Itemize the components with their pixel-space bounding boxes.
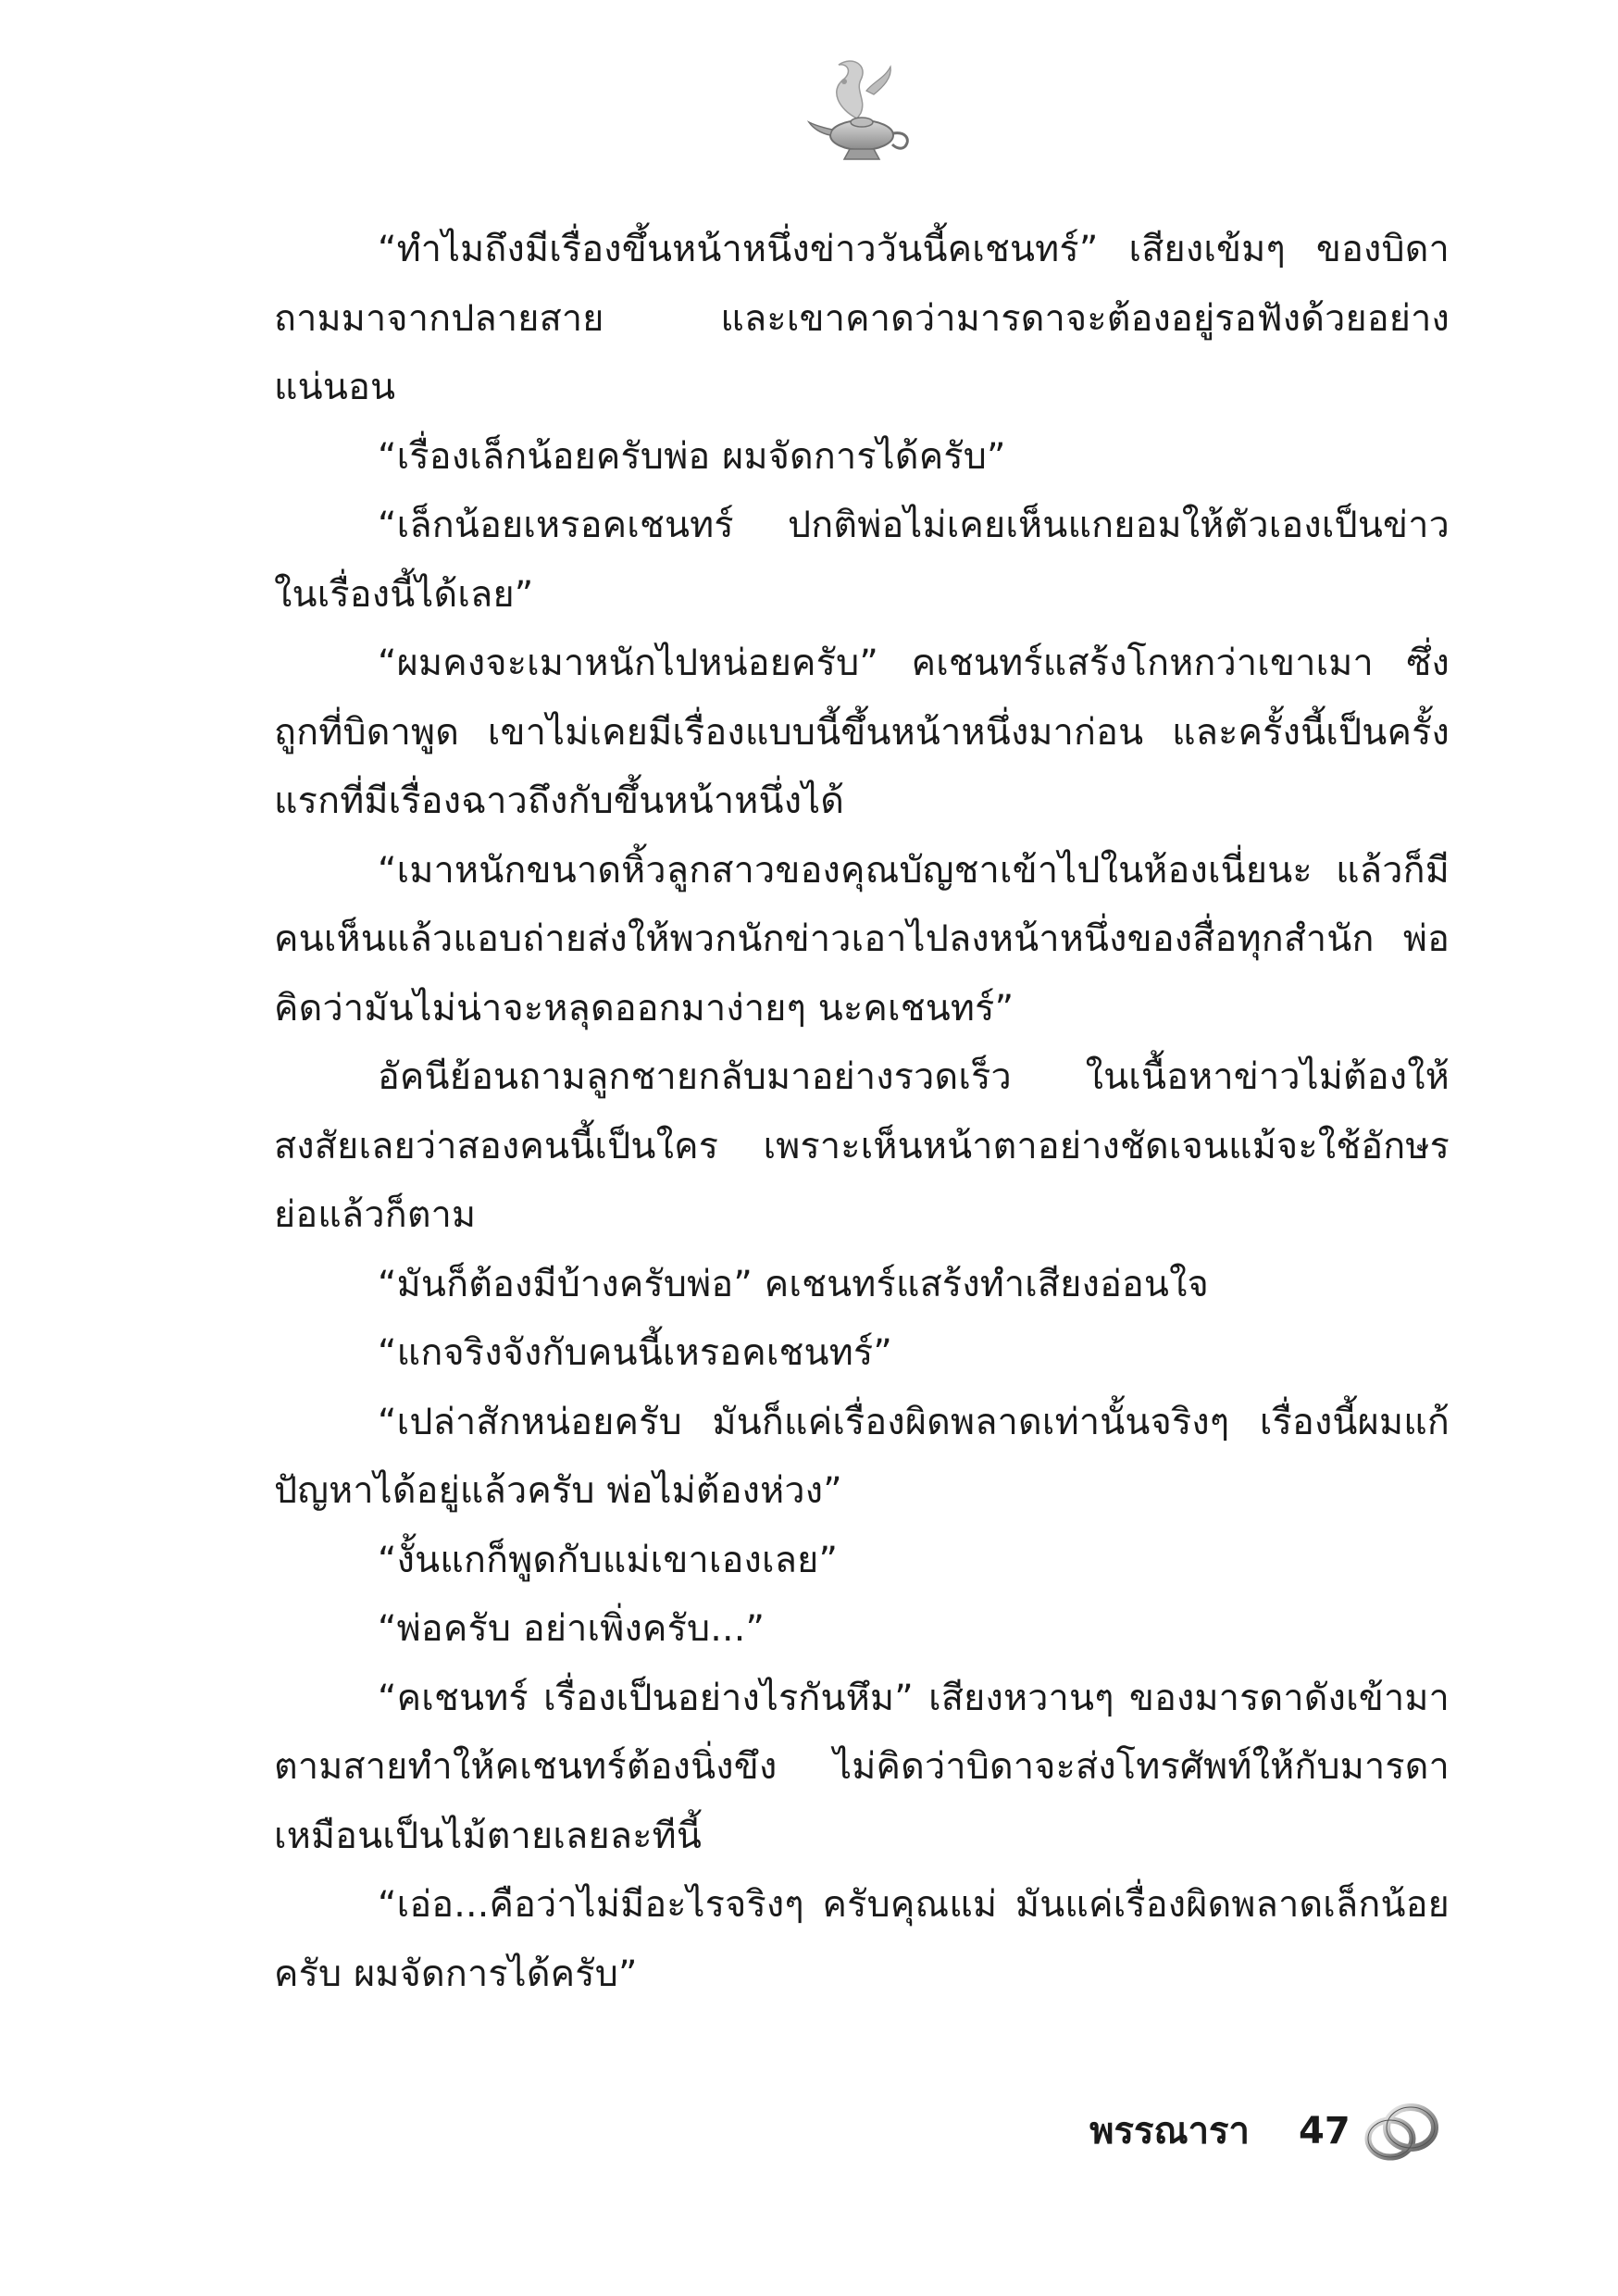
book-title: พรรณารา [1089, 2110, 1250, 2152]
paragraph: “เอ่อ...คือว่าไม่มีอะไรจริงๆ ครับคุณแม่ มันแค่เรื่องผิดพลาดเล็กน้อยครับ ผมจัดการได้ครับ” [274, 1883, 1450, 1995]
paragraph: “เมาหนักขนาดหิ้วลูกสาวของคุณบัญชาเข้าไปในห้องเนี่ยนะ แล้วก็มีคนเห็นแล้วแอบถ่ายส่งให้พวกนักข่าวเอาไปลงหน้าหนึ่งของสื่อทุกสำนัก พ่อคิดว่ามันไม่น่าจะหลุดออกมาง่ายๆ นะคเชนทร์” [274, 848, 1450, 1029]
paragraph: “มันก็ต้องมีบ้างครับพ่อ” คเชนทร์แสร้งทำเสียงอ่อนใจ [378, 1262, 1209, 1305]
paragraph: “ทำไมถึงมีเรื่องขึ้นหน้าหนึ่งข่าววันนี้คเชนทร์” เสียงเข้มๆ ของบิดาถามมาจากปลายสาย และเขาคาดว่ามารดาจะต้องอยู่รอฟังด้วยอย่างแน่นอน [274, 228, 1450, 408]
paragraph: “พ่อครับ อย่าเพิ่งครับ...” [378, 1607, 765, 1650]
paragraph: “เปล่าสักหน่อยครับ มันก็แค่เรื่องผิดพลาดเท่านั้นจริงๆ เรื่องนี้ผมแก้ปัญหาได้อยู่แล้วครับ พ่อไม่ต้องห่วง” [274, 1400, 1450, 1512]
body-text [274, 215, 1450, 2008]
paragraph: อัคนีย้อนถามลูกชายกลับมาอย่างรวดเร็ว ในเนื้อหาข่าวไม่ต้องให้สงสัยเลยว่าสองคนนี้เป็นใคร เพราะเห็นหน้าตาอย่างชัดเจนแม้จะใช้อักษรย่อแล้วก็ตาม [274, 1055, 1450, 1236]
paragraph: “เล็กน้อยเหรอคเชนทร์ ปกติพ่อไม่เคยเห็นแกยอมให้ตัวเองเป็นข่าวในเรื่องนี้ได้เลย” [274, 504, 1450, 616]
paragraph: “งั้นแกก็พูดกับแม่เขาเองเลย” [378, 1538, 839, 1581]
page-footer [1064, 2094, 1453, 2177]
paragraph: “เรื่องเล็กน้อยครับพ่อ ผมจัดการได้ครับ” [378, 434, 1006, 478]
wedding-rings-icon [1359, 2100, 1444, 2166]
paragraph: “ผมคงจะเมาหนักไปหน่อยครับ” คเชนทร์แสร้งโกหกว่าเขาเมา ซึ่งถูกที่บิดาพูด เขาไม่เคยมีเรื่องแบบนี้ขึ้นหน้าหนึ่งมาก่อน และครั้งนี้เป็นครั้งแรกที่มีเรื่องฉาวถึงกับขึ้นหน้าหนึ่งได้ [274, 642, 1450, 822]
paragraph: “คเชนทร์ เรื่องเป็นอย่างไรกันหึม” เสียงหวานๆ ของมารดาดังเข้ามาตามสายทำให้คเชนทร์ต้องนิ่งขึง ไม่คิดว่าบิดาจะส่งโทรศัพท์ให้กับมารดาเหมือนเป็นไม้ตายเลยละทีนี้ [274, 1676, 1450, 1857]
genie-lamp-icon [802, 54, 922, 174]
paragraph: “แกจริงจังกับคนนี้เหรอคเชนทร์” [378, 1331, 893, 1374]
page-number: 47 [1299, 2110, 1350, 2152]
